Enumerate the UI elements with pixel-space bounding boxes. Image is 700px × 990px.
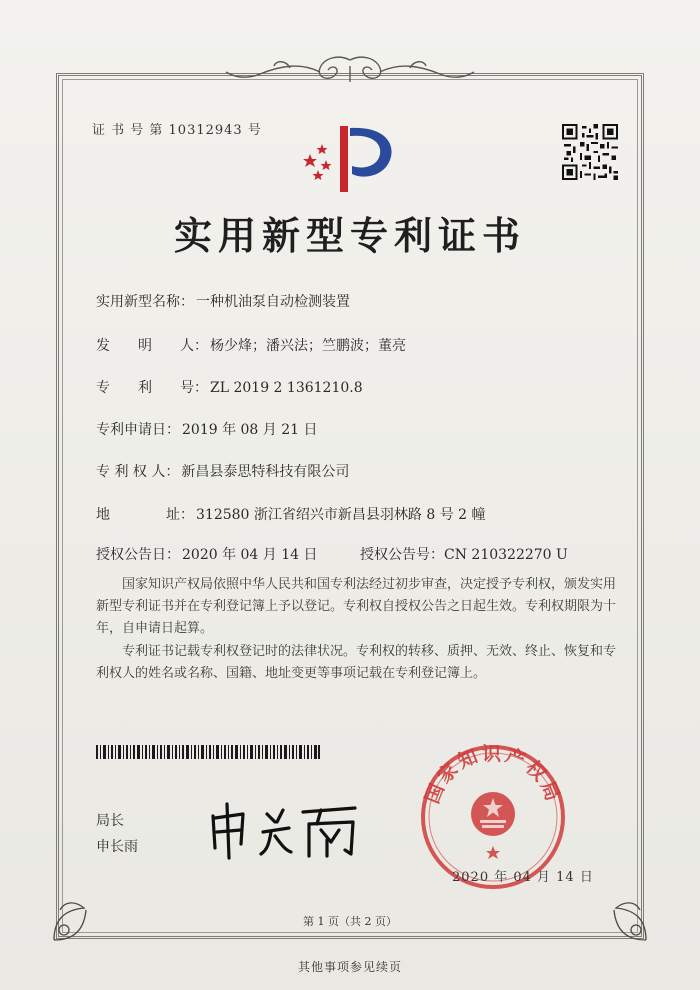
field-grant-number <box>360 544 568 564</box>
body-paragraph-2: 专利证书记载专利权登记时的法律状况。专利权的转移、质押、无效、终止、恢复和专利权人的姓名或名称、国籍、地址变更等事项记载在专利登记簿上。 <box>96 644 617 681</box>
field-label: 专 利 权 人： <box>96 464 180 480</box>
field-label: 实用新型名称： <box>96 294 194 310</box>
director-title: 局长 <box>96 813 124 829</box>
barcode-icon <box>96 745 320 759</box>
cnipa-logo-icon <box>300 122 400 196</box>
seal-date: 2020 年 04 月 14 日 <box>452 870 594 885</box>
field-label: 发 明 人： <box>96 338 208 354</box>
field-label: 地 址： <box>96 507 194 523</box>
field-value: 2019 年 08 月 21 日 <box>182 422 318 438</box>
page-title: 实用新型专利证书 <box>173 214 526 258</box>
field-value: 2020 年 04 月 14 日 <box>182 547 318 563</box>
field-value: 一种机油泵自动检测装置 <box>196 294 350 310</box>
field-value: ZL 2019 2 1361210.8 <box>210 380 363 396</box>
field-filing-date <box>96 419 318 439</box>
field-grant-date <box>96 544 318 564</box>
field-label: 授权公告日： <box>96 547 180 563</box>
svg-text:国家知识产权局: 国家知识产权局 <box>421 742 565 807</box>
field-utility-model-name <box>96 291 350 311</box>
director-name: 申长雨 <box>96 839 138 855</box>
top-ornament-icon <box>220 52 480 92</box>
field-label: 专 利 号： <box>96 380 208 396</box>
field-value: CN 210322270 U <box>444 547 568 563</box>
field-inventor <box>96 335 406 355</box>
page-number: 第 1 页（共 2 页） <box>303 915 397 928</box>
field-value: 312580 浙江省绍兴市新昌县羽林路 8 号 2 幢 <box>196 507 486 523</box>
certificate-number: 证 书 号 第 10312943 号 <box>92 123 262 138</box>
qr-code-icon <box>562 124 618 180</box>
field-label: 专利申请日： <box>96 422 180 438</box>
field-value: 新昌县泰思特科技有限公司 <box>181 464 350 480</box>
signature-icon <box>205 796 365 862</box>
field-address <box>96 504 486 524</box>
field-value: 杨少烽；潘兴法；竺鹏波；董亮 <box>210 338 406 354</box>
field-patentee <box>96 461 349 481</box>
body-paragraph-1: 国家知识产权局依照中华人民共和国专利法经过初步审查，决定授予专利权，颁发实用新型专利证书并在专利登记簿上予以登记。专利权自授权公告之日起生效。专利权期限为十年，自申请日起算。 <box>96 577 617 636</box>
footer-note: 其他事项参见续页 <box>297 960 402 974</box>
field-patent-number <box>96 377 363 397</box>
field-label: 授权公告号： <box>360 547 444 563</box>
